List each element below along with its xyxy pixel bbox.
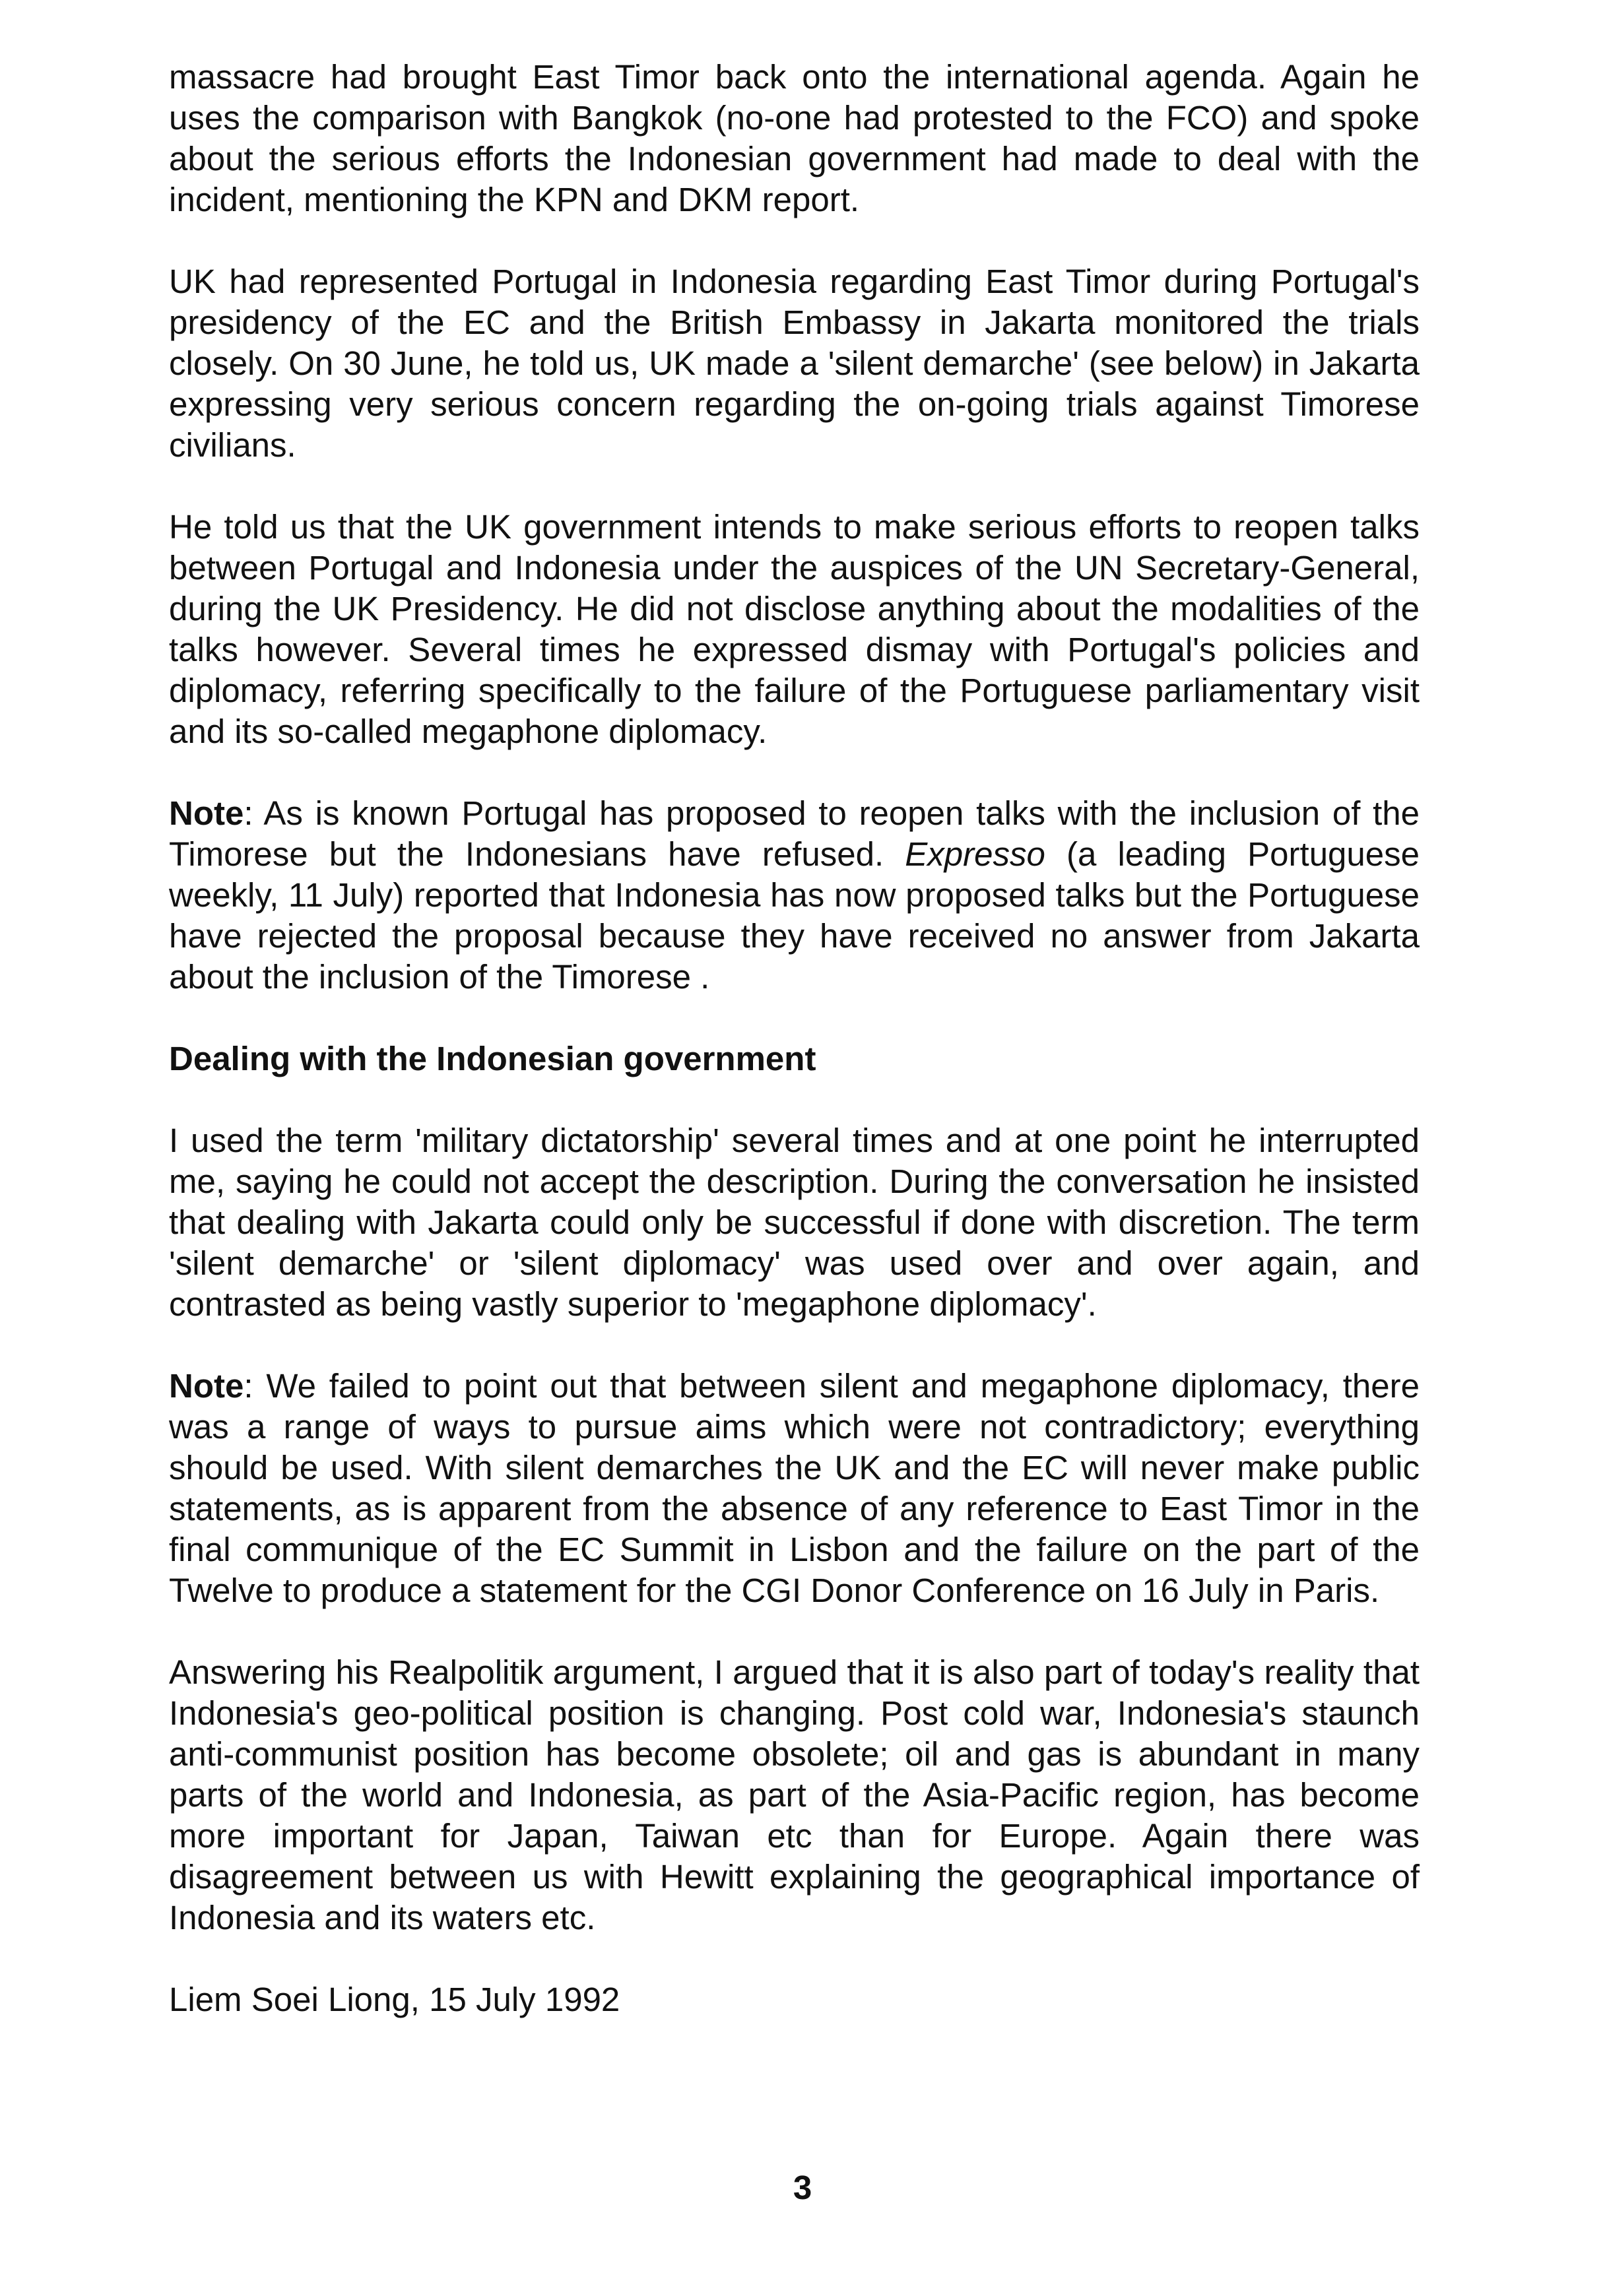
paragraph-realpolitik: Answering his Realpolitik argument, I argued that it is also part of today's reality that Indonesia's geo-political position is changing. Post cold war, Indonesia's staunch anti-communist position has become obsolete; oil and gas is abundant in many parts of the world and Indonesia, as part of the Asia-Pacific region, has become more important for Japan, Taiwan etc than for Europe. Again there was disagreement between us with Hewitt explaining the geographical importance of Indonesia and its waters etc. [169, 1653, 1420, 1936]
paragraph-massacre-agenda: massacre had brought East Timor back onto the international agenda. Again he uses the comparison with Bangkok (no-one had protested to the FCO) and spoke about the serious efforts the Indonesian government had made to deal with the incident, mentioning the KPN and DKM report. [169, 58, 1420, 218]
note-text: : We failed to point out that between silent and megaphone diplomacy, there was a range of ways to pursue aims which were not contradictory; everything should be used. With silent demarches the UK and the EC will never make public statements, as is apparent from the absence of any reference to East Timor in the final communique of the EC Summit in Lisbon and the failure on the part of the Twelve to produce a statement for the CGI Donor Conference on 16 July in Paris. [169, 1367, 1420, 1609]
note-text-before: : As is known Portugal has proposed to reopen talks with the inclusion of the Timorese but the Indonesians have refused. [169, 794, 1420, 873]
paragraph-military-dictatorship: I used the term 'military dictatorship' several times and at one point he interrupted me, saying he could not accept the description. During the conversation he insisted that dealing with Jakarta could only be successful if done with discretion. The term 'silent demarche' or 'silent diplomacy' was used over and over again, and contrasted as being vastly superior to 'megaphone diplomacy'. [169, 1122, 1420, 1323]
note-paragraph-silent-diplomacy [169, 1366, 1420, 1611]
note-italic-publication: Expresso [905, 835, 1045, 873]
note-label: Note [169, 1367, 244, 1405]
paragraph-uk-represented-portugal: UK had represented Portugal in Indonesia regarding East Timor during Portugal's presidency of the EC and the British Embassy in Jakarta monitored the trials closely. On 30 June, he told us, UK made a 'silent demarche' (see below) in Jakarta expressing very serious concern regarding the on-going trials against Timorese civilians. [169, 263, 1420, 464]
document-page [169, 57, 1420, 2020]
signature-line: Liem Soei Liong, 15 July 1992 [169, 1981, 620, 2018]
note-text-after: (a leading Portuguese weekly, 11 July) reported that Indonesia has now proposed talks but the Portuguese have rejected the proposal because they have received no answer from Jakarta about the inclusion of the Timorese . [169, 835, 1420, 996]
note-paragraph-expresso [169, 793, 1420, 998]
page-number: 3 [793, 2169, 812, 2206]
note-label: Note [169, 794, 244, 832]
section-heading: Dealing with the Indonesian government [169, 1040, 816, 1077]
paragraph-uk-reopen-talks: He told us that the UK government intends to make serious efforts to reopen talks between Portugal and Indonesia under the auspices of the UN Secretary-General, during the UK Presidency. He did not disclose anything about the modalities of the talks however. Several times he expressed dismay with Portugal's policies and diplomacy, referring specifically to the failure of the Portuguese parliamentary visit and its so-called megaphone diplomacy. [169, 508, 1420, 750]
